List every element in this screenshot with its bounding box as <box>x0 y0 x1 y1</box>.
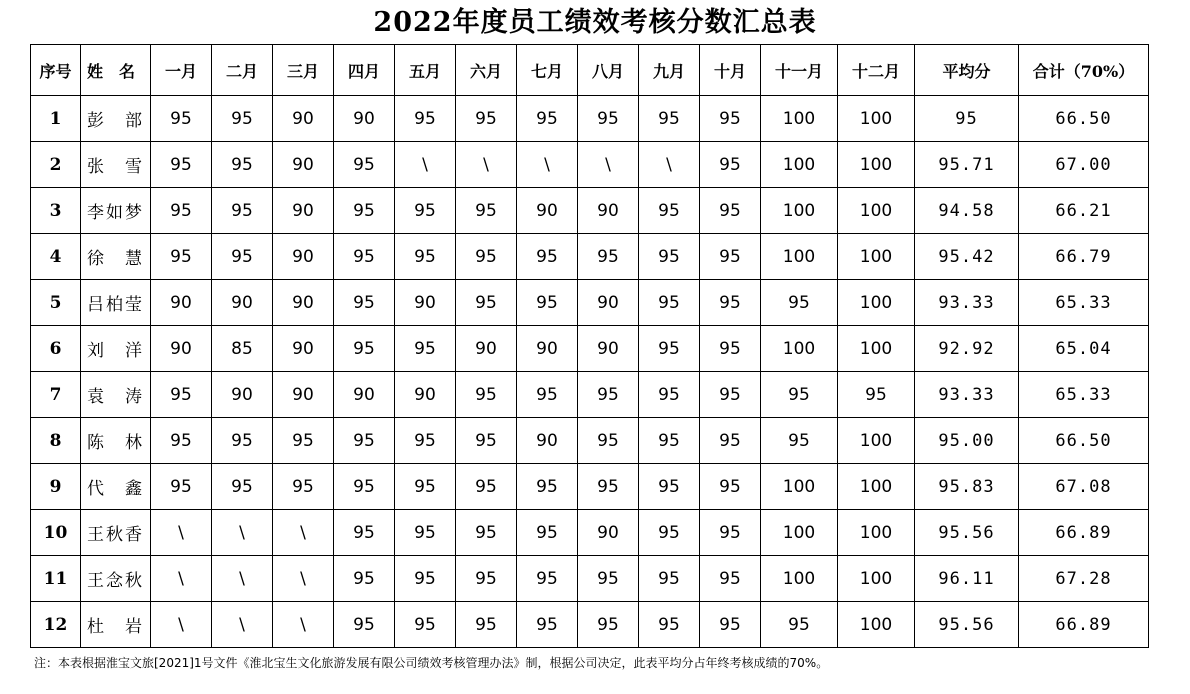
average-score: 95.56 <box>915 602 1019 648</box>
month-score: \ <box>273 510 334 556</box>
total-score: 67.08 <box>1019 464 1149 510</box>
month-score: 95 <box>456 510 517 556</box>
month-score: 95 <box>395 464 456 510</box>
employee-name: 袁 涛 <box>81 372 151 418</box>
month-score: 95 <box>456 96 517 142</box>
month-score: 95 <box>578 602 639 648</box>
month-score: 100 <box>838 556 915 602</box>
month-score: 95 <box>212 96 273 142</box>
month-score: 95 <box>456 418 517 464</box>
month-score: 95 <box>517 464 578 510</box>
average-score: 96.11 <box>915 556 1019 602</box>
month-score: 95 <box>334 234 395 280</box>
table-row <box>31 372 1149 418</box>
month-score: 95 <box>578 556 639 602</box>
average-score: 93.33 <box>915 372 1019 418</box>
month-score: 95 <box>395 418 456 464</box>
column-header: 二月 <box>212 45 273 96</box>
table-row <box>31 234 1149 280</box>
employee-name: 杜 岩 <box>81 602 151 648</box>
employee-name: 张 雪 <box>81 142 151 188</box>
month-score: 95 <box>395 510 456 556</box>
employee-name: 刘 洋 <box>81 326 151 372</box>
row-index: 10 <box>31 510 81 556</box>
month-score: 95 <box>700 280 761 326</box>
month-score: 100 <box>761 188 838 234</box>
month-score: 90 <box>578 326 639 372</box>
month-score: 95 <box>639 326 700 372</box>
row-index: 5 <box>31 280 81 326</box>
employee-name: 李如梦 <box>81 188 151 234</box>
month-score: 95 <box>151 464 212 510</box>
month-score: 100 <box>761 464 838 510</box>
month-score: 90 <box>273 280 334 326</box>
average-score: 95.56 <box>915 510 1019 556</box>
month-score: \ <box>639 142 700 188</box>
month-score: 95 <box>395 556 456 602</box>
month-score: 90 <box>273 96 334 142</box>
month-score: 95 <box>639 234 700 280</box>
total-score: 66.50 <box>1019 418 1149 464</box>
month-score: \ <box>517 142 578 188</box>
column-header: 十二月 <box>838 45 915 96</box>
month-score: 95 <box>700 188 761 234</box>
month-score: 95 <box>273 418 334 464</box>
month-score: 95 <box>639 372 700 418</box>
month-score: 95 <box>700 510 761 556</box>
month-score: 95 <box>700 602 761 648</box>
month-score: 100 <box>838 464 915 510</box>
month-score: 95 <box>700 464 761 510</box>
month-score: 95 <box>334 464 395 510</box>
month-score: 90 <box>578 510 639 556</box>
month-score: 90 <box>151 326 212 372</box>
month-score: 95 <box>517 602 578 648</box>
month-score: 95 <box>578 234 639 280</box>
column-header: 三月 <box>273 45 334 96</box>
month-score: 95 <box>578 464 639 510</box>
month-score: 100 <box>838 326 915 372</box>
month-score: 95 <box>517 372 578 418</box>
month-score: 95 <box>212 418 273 464</box>
column-header: 姓 名 <box>81 45 151 96</box>
month-score: 90 <box>517 188 578 234</box>
month-score: 95 <box>639 510 700 556</box>
month-score: 95 <box>334 188 395 234</box>
month-score: 95 <box>151 142 212 188</box>
month-score: 95 <box>517 556 578 602</box>
month-score: 100 <box>838 510 915 556</box>
month-score: 95 <box>456 280 517 326</box>
total-score: 66.21 <box>1019 188 1149 234</box>
column-header: 九月 <box>639 45 700 96</box>
table-row <box>31 142 1149 188</box>
month-score: 90 <box>517 418 578 464</box>
table-row <box>31 326 1149 372</box>
table-row <box>31 464 1149 510</box>
month-score: 95 <box>639 96 700 142</box>
month-score: 95 <box>700 142 761 188</box>
month-score: \ <box>273 602 334 648</box>
month-score: 90 <box>273 326 334 372</box>
month-score: \ <box>212 602 273 648</box>
month-score: \ <box>578 142 639 188</box>
month-score: 100 <box>838 418 915 464</box>
employee-name: 徐 慧 <box>81 234 151 280</box>
month-score: 95 <box>578 96 639 142</box>
score-table <box>30 44 1149 648</box>
table-row <box>31 602 1149 648</box>
month-score: 95 <box>700 326 761 372</box>
month-score: 90 <box>273 142 334 188</box>
table-row <box>31 418 1149 464</box>
month-score: 100 <box>838 96 915 142</box>
total-score: 65.33 <box>1019 280 1149 326</box>
average-score: 95.00 <box>915 418 1019 464</box>
column-header: 十月 <box>700 45 761 96</box>
month-score: 95 <box>151 96 212 142</box>
month-score: 95 <box>334 418 395 464</box>
month-score: 95 <box>334 556 395 602</box>
employee-name: 王念秋 <box>81 556 151 602</box>
month-score: 90 <box>395 280 456 326</box>
month-score: 85 <box>212 326 273 372</box>
month-score: 95 <box>334 326 395 372</box>
month-score: 95 <box>395 188 456 234</box>
month-score: 95 <box>517 510 578 556</box>
average-score: 95.42 <box>915 234 1019 280</box>
month-score: 100 <box>838 142 915 188</box>
total-score: 66.79 <box>1019 234 1149 280</box>
row-index: 6 <box>31 326 81 372</box>
month-score: 95 <box>639 418 700 464</box>
month-score: 95 <box>517 280 578 326</box>
month-score: 95 <box>639 280 700 326</box>
total-score: 66.89 <box>1019 510 1149 556</box>
month-score: \ <box>151 510 212 556</box>
month-score: 95 <box>456 188 517 234</box>
month-score: 90 <box>334 96 395 142</box>
total-score: 65.04 <box>1019 326 1149 372</box>
month-score: 95 <box>395 326 456 372</box>
month-score: 95 <box>578 418 639 464</box>
month-score: 100 <box>761 510 838 556</box>
month-score: 90 <box>578 188 639 234</box>
month-score: 100 <box>761 96 838 142</box>
column-header: 五月 <box>395 45 456 96</box>
row-index: 12 <box>31 602 81 648</box>
total-score: 66.89 <box>1019 602 1149 648</box>
average-score: 92.92 <box>915 326 1019 372</box>
month-score: 95 <box>273 464 334 510</box>
total-score: 67.00 <box>1019 142 1149 188</box>
month-score: 95 <box>639 464 700 510</box>
month-score: 90 <box>395 372 456 418</box>
employee-name: 王秋香 <box>81 510 151 556</box>
month-score: 95 <box>639 556 700 602</box>
month-score: 95 <box>151 418 212 464</box>
column-header: 一月 <box>151 45 212 96</box>
month-score: 95 <box>212 142 273 188</box>
table-header-row <box>31 45 1149 96</box>
month-score: 95 <box>639 602 700 648</box>
row-index: 3 <box>31 188 81 234</box>
month-score: \ <box>273 556 334 602</box>
column-header: 十一月 <box>761 45 838 96</box>
column-header: 八月 <box>578 45 639 96</box>
month-score: 100 <box>761 556 838 602</box>
average-score: 93.33 <box>915 280 1019 326</box>
column-header: 合计（70%） <box>1019 45 1149 96</box>
month-score: 90 <box>334 372 395 418</box>
column-header: 四月 <box>334 45 395 96</box>
month-score: 100 <box>761 234 838 280</box>
employee-name: 彭 部 <box>81 96 151 142</box>
table-row <box>31 280 1149 326</box>
month-score: \ <box>151 556 212 602</box>
month-score: 95 <box>456 602 517 648</box>
month-score: 95 <box>395 96 456 142</box>
month-score: 90 <box>517 326 578 372</box>
month-score: 95 <box>578 372 639 418</box>
month-score: 95 <box>395 234 456 280</box>
month-score: 95 <box>395 602 456 648</box>
column-header: 平均分 <box>915 45 1019 96</box>
month-score: 95 <box>151 234 212 280</box>
month-score: 95 <box>151 188 212 234</box>
month-score: 90 <box>456 326 517 372</box>
table-row <box>31 510 1149 556</box>
month-score: 95 <box>761 372 838 418</box>
month-score: 100 <box>838 234 915 280</box>
row-index: 7 <box>31 372 81 418</box>
column-header: 六月 <box>456 45 517 96</box>
footnote: 注：本表根据淮宝文旅[2021]1号文件《淮北宝生文化旅游发展有限公司绩效考核管理办法》制，根据公司决定，此表平均分占年终考核成绩的70%。 <box>34 656 829 670</box>
month-score: 95 <box>700 234 761 280</box>
month-score: 95 <box>334 602 395 648</box>
month-score: 95 <box>700 372 761 418</box>
employee-name: 吕柏莹 <box>81 280 151 326</box>
row-index: 11 <box>31 556 81 602</box>
month-score: 95 <box>212 188 273 234</box>
month-score: \ <box>151 602 212 648</box>
month-score: 95 <box>761 280 838 326</box>
total-score: 65.33 <box>1019 372 1149 418</box>
average-score: 95.71 <box>915 142 1019 188</box>
average-score: 95.83 <box>915 464 1019 510</box>
month-score: 95 <box>838 372 915 418</box>
month-score: 95 <box>456 234 517 280</box>
month-score: 95 <box>151 372 212 418</box>
month-score: 90 <box>212 372 273 418</box>
row-index: 4 <box>31 234 81 280</box>
month-score: 95 <box>334 280 395 326</box>
table-row <box>31 188 1149 234</box>
month-score: 95 <box>761 602 838 648</box>
month-score: 95 <box>761 418 838 464</box>
month-score: 95 <box>700 96 761 142</box>
month-score: 95 <box>212 464 273 510</box>
row-index: 1 <box>31 96 81 142</box>
month-score: 90 <box>273 372 334 418</box>
total-score: 66.50 <box>1019 96 1149 142</box>
month-score: 95 <box>456 464 517 510</box>
month-score: 100 <box>838 188 915 234</box>
employee-name: 陈 林 <box>81 418 151 464</box>
average-score: 94.58 <box>915 188 1019 234</box>
employee-name: 代 鑫 <box>81 464 151 510</box>
month-score: \ <box>212 556 273 602</box>
row-index: 2 <box>31 142 81 188</box>
column-header: 七月 <box>517 45 578 96</box>
month-score: 95 <box>212 234 273 280</box>
month-score: 90 <box>273 234 334 280</box>
month-score: 95 <box>700 556 761 602</box>
month-score: 95 <box>517 96 578 142</box>
month-score: 95 <box>334 142 395 188</box>
month-score: 95 <box>639 188 700 234</box>
row-index: 9 <box>31 464 81 510</box>
average-score: 95 <box>915 96 1019 142</box>
page-title: 2022年度员工绩效考核分数汇总表 <box>373 7 817 38</box>
month-score: 90 <box>151 280 212 326</box>
month-score: 90 <box>273 188 334 234</box>
table-body <box>31 96 1149 648</box>
month-score: 95 <box>517 234 578 280</box>
total-score: 67.28 <box>1019 556 1149 602</box>
month-score: \ <box>456 142 517 188</box>
table-row <box>31 556 1149 602</box>
column-header: 序号 <box>31 45 81 96</box>
month-score: 95 <box>456 556 517 602</box>
month-score: 90 <box>212 280 273 326</box>
month-score: 100 <box>838 602 915 648</box>
month-score: \ <box>395 142 456 188</box>
month-score: 95 <box>456 372 517 418</box>
row-index: 8 <box>31 418 81 464</box>
month-score: 90 <box>578 280 639 326</box>
month-score: 100 <box>761 326 838 372</box>
month-score: 100 <box>761 142 838 188</box>
month-score: 100 <box>838 280 915 326</box>
month-score: 95 <box>334 510 395 556</box>
table-row <box>31 96 1149 142</box>
month-score: 95 <box>700 418 761 464</box>
month-score: \ <box>212 510 273 556</box>
